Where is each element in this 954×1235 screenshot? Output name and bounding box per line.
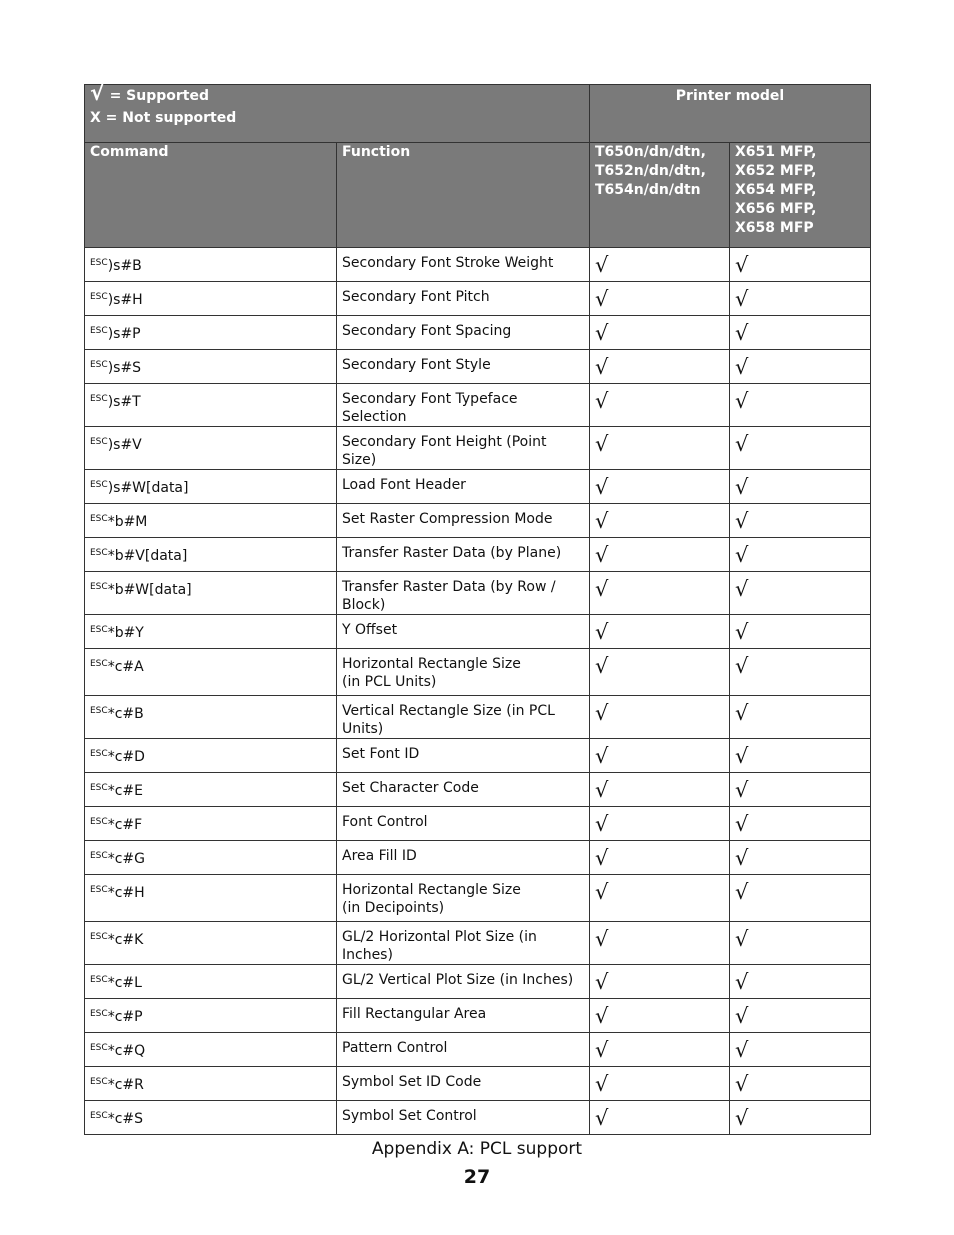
- table-row: [85, 922, 871, 965]
- check-icon: √: [735, 701, 749, 725]
- check-icon: √: [735, 355, 749, 379]
- function-cell: [337, 572, 590, 615]
- legend-cell: [85, 81, 590, 143]
- function-cell: [337, 350, 590, 384]
- function-cell: [337, 538, 590, 572]
- table-row: [85, 965, 871, 999]
- model-a-support-cell: [590, 999, 730, 1033]
- model-a-support-cell: [590, 696, 730, 739]
- function-cell: [337, 282, 590, 316]
- function-text: GL/2 Vertical Plot Size (in Inches): [342, 972, 574, 988]
- table-row: [85, 696, 871, 739]
- command-cell: [85, 773, 337, 807]
- model-a-support-cell: [590, 538, 730, 572]
- check-icon: √: [735, 846, 749, 870]
- command-cell: [85, 248, 337, 282]
- check-icon: √: [595, 812, 609, 836]
- table-row: [85, 470, 871, 504]
- check-icon: √: [735, 927, 749, 951]
- command-text: )s#T: [107, 394, 141, 410]
- command-text: *c#E: [107, 783, 143, 799]
- function-text: Secondary Font Typeface Selection: [342, 391, 518, 425]
- model-a-support-cell: [590, 572, 730, 615]
- column-header-row: [85, 143, 871, 248]
- function-text: (in PCL Units): [342, 674, 437, 690]
- model-a-support-cell: [590, 807, 730, 841]
- check-icon: √: [595, 880, 609, 904]
- check-icon: √: [735, 1072, 749, 1096]
- model-b-support-cell: [730, 572, 871, 615]
- escape-prefix: ESC: [90, 783, 108, 793]
- command-cell: [85, 807, 337, 841]
- check-icon: √: [595, 389, 609, 413]
- model-b-support-cell: [730, 384, 871, 427]
- command-cell: [85, 572, 337, 615]
- function-text: Transfer Raster Data (by Row / Block): [342, 579, 556, 613]
- function-text: Set Font ID: [342, 746, 420, 762]
- table-row: [85, 572, 871, 615]
- escape-prefix: ESC: [90, 625, 108, 635]
- function-cell: [337, 248, 590, 282]
- check-icon: √: [595, 1106, 609, 1130]
- command-cell: [85, 649, 337, 696]
- check-icon: √: [595, 701, 609, 725]
- check-icon: √: [735, 253, 749, 277]
- escape-prefix: ESC: [90, 292, 108, 302]
- check-icon: √: [735, 1038, 749, 1062]
- function-cell: [337, 807, 590, 841]
- function-cell: [337, 615, 590, 649]
- escape-prefix: ESC: [90, 659, 108, 669]
- table-row: [85, 615, 871, 649]
- check-icon: √: [735, 654, 749, 678]
- function-cell: [337, 999, 590, 1033]
- command-text: )s#V: [107, 437, 142, 453]
- model-a-support-cell: [590, 875, 730, 922]
- function-text: Vertical Rectangle Size (in PCL Units): [342, 703, 555, 737]
- check-icon: √: [735, 812, 749, 836]
- command-cell: [85, 470, 337, 504]
- function-column-header: Function: [337, 143, 590, 248]
- function-cell: [337, 384, 590, 427]
- check-icon: √: [735, 321, 749, 345]
- check-icon: √: [595, 744, 609, 768]
- command-text: )s#S: [107, 360, 142, 376]
- table-row: [85, 739, 871, 773]
- escape-prefix: ESC: [90, 975, 108, 985]
- legend-not-supported-label: X = Not supported: [90, 110, 237, 126]
- check-icon: √: [595, 287, 609, 311]
- check-icon: √: [595, 355, 609, 379]
- model-b-support-cell: [730, 1101, 871, 1135]
- check-icon: √: [595, 1038, 609, 1062]
- check-icon: √: [595, 1004, 609, 1028]
- command-text: *c#R: [107, 1077, 144, 1093]
- escape-prefix: ESC: [90, 514, 108, 524]
- function-text: Secondary Font Pitch: [342, 289, 490, 305]
- table-row: [85, 316, 871, 350]
- function-text: Set Raster Compression Mode: [342, 511, 553, 527]
- check-icon: √: [735, 475, 749, 499]
- function-text: Secondary Font Spacing: [342, 323, 512, 339]
- escape-prefix: ESC: [90, 1009, 108, 1019]
- table-row: [85, 773, 871, 807]
- model-a-support-cell: [590, 248, 730, 282]
- model-b-support-cell: [730, 875, 871, 922]
- command-text: *b#W[data]: [107, 582, 192, 598]
- command-text: )s#B: [107, 258, 142, 274]
- function-cell: [337, 504, 590, 538]
- check-icon: √: [595, 577, 609, 601]
- command-text: *c#F: [107, 817, 143, 833]
- command-text: *c#K: [107, 932, 144, 948]
- function-cell: [337, 841, 590, 875]
- check-icon: √: [595, 970, 609, 994]
- model-b-support-cell: [730, 1033, 871, 1067]
- command-cell: [85, 350, 337, 384]
- table-row: [85, 649, 871, 696]
- check-icon: √: [595, 654, 609, 678]
- page-number: 27: [463, 1166, 491, 1188]
- model-a-support-cell: [590, 773, 730, 807]
- function-text: Symbol Set ID Code: [342, 1074, 482, 1090]
- function-cell: [337, 965, 590, 999]
- model-b-support-cell: [730, 999, 871, 1033]
- command-text: *b#Y: [107, 625, 144, 641]
- command-cell: [85, 282, 337, 316]
- model-b-support-cell: [730, 696, 871, 739]
- function-text: GL/2 Horizontal Plot Size (in Inches): [342, 929, 537, 963]
- model-a-support-cell: [590, 965, 730, 999]
- function-text: Transfer Raster Data (by Plane): [342, 545, 562, 561]
- table-row: [85, 807, 871, 841]
- function-text: Secondary Font Style: [342, 357, 491, 373]
- function-text: (in Decipoints): [342, 900, 445, 916]
- escape-prefix: ESC: [90, 326, 108, 336]
- check-icon: √: [735, 744, 749, 768]
- command-cell: [85, 384, 337, 427]
- check-icon: √: [735, 1106, 749, 1130]
- command-cell: [85, 922, 337, 965]
- table-row: [85, 427, 871, 470]
- command-column-header: Command: [85, 143, 337, 248]
- function-text: Horizontal Rectangle Size: [342, 882, 521, 898]
- model-b-support-cell: [730, 739, 871, 773]
- table-row: [85, 282, 871, 316]
- function-cell: [337, 1101, 590, 1135]
- command-text: *c#A: [107, 659, 144, 675]
- check-icon: √: [735, 432, 749, 456]
- command-text: *b#M: [107, 514, 148, 530]
- model-b-support-cell: [730, 350, 871, 384]
- function-text: Font Control: [342, 814, 428, 830]
- check-icon: √: [595, 432, 609, 456]
- footer-title: Appendix A: PCL support: [371, 1139, 583, 1159]
- legend-row: [85, 85, 871, 143]
- model-a-support-cell: [590, 350, 730, 384]
- pcl-command-table: [84, 81, 871, 1135]
- table-body: [85, 248, 871, 1135]
- model-a-support-cell: [590, 1101, 730, 1135]
- function-text: Y Offset: [342, 622, 398, 638]
- command-cell: [85, 427, 337, 470]
- check-icon: √: [595, 846, 609, 870]
- command-text: *c#L: [107, 975, 142, 991]
- check-icon: √: [735, 620, 749, 644]
- command-cell: [85, 316, 337, 350]
- check-icon: √: [595, 475, 609, 499]
- model-b-column-header: X651 MFP, X652 MFP, X654 MFP, X656 MFP, X658 MFP: [730, 143, 871, 248]
- model-b-support-cell: [730, 316, 871, 350]
- escape-prefix: ESC: [90, 258, 108, 268]
- model-b-support-cell: [730, 807, 871, 841]
- escape-prefix: ESC: [90, 360, 108, 370]
- command-cell: [85, 965, 337, 999]
- check-icon: √: [735, 778, 749, 802]
- function-cell: [337, 773, 590, 807]
- check-icon: √: [735, 1004, 749, 1028]
- table-row: [85, 1067, 871, 1101]
- command-cell: [85, 538, 337, 572]
- model-b-support-cell: [730, 922, 871, 965]
- model-b-support-cell: [730, 965, 871, 999]
- model-a-support-cell: [590, 649, 730, 696]
- model-a-support-cell: [590, 1033, 730, 1067]
- command-text: )s#W[data]: [107, 480, 189, 496]
- model-a-support-cell: [590, 504, 730, 538]
- check-icon: √: [595, 778, 609, 802]
- legend-supported-label: = Supported: [109, 88, 209, 104]
- function-text: Horizontal Rectangle Size: [342, 656, 521, 672]
- check-icon: √: [735, 880, 749, 904]
- command-text: *c#P: [107, 1009, 143, 1025]
- command-cell: [85, 615, 337, 649]
- function-cell: [337, 649, 590, 696]
- table-row: [85, 1033, 871, 1067]
- function-cell: [337, 470, 590, 504]
- check-icon: √: [735, 509, 749, 533]
- escape-prefix: ESC: [90, 851, 108, 861]
- command-cell: [85, 696, 337, 739]
- model-a-support-cell: [590, 1067, 730, 1101]
- model-a-support-cell: [590, 841, 730, 875]
- function-text: Set Character Code: [342, 780, 479, 796]
- escape-prefix: ESC: [90, 1043, 108, 1053]
- escape-prefix: ESC: [90, 1077, 108, 1087]
- command-cell: [85, 841, 337, 875]
- command-cell: [85, 875, 337, 922]
- table-row: [85, 384, 871, 427]
- function-text: Area Fill ID: [342, 848, 417, 864]
- model-a-support-cell: [590, 427, 730, 470]
- function-text: Pattern Control: [342, 1040, 448, 1056]
- function-text: Symbol Set Control: [342, 1108, 477, 1124]
- model-a-support-cell: [590, 922, 730, 965]
- model-b-support-cell: [730, 427, 871, 470]
- command-text: )s#H: [107, 292, 143, 308]
- table-row: [85, 248, 871, 282]
- command-cell: [85, 739, 337, 773]
- command-text: *c#G: [107, 851, 145, 867]
- model-b-support-cell: [730, 470, 871, 504]
- table-row: [85, 999, 871, 1033]
- function-cell: [337, 922, 590, 965]
- table-row: [85, 1101, 871, 1135]
- model-b-support-cell: [730, 841, 871, 875]
- check-icon: √: [735, 543, 749, 567]
- escape-prefix: ESC: [90, 394, 108, 404]
- command-cell: [85, 1101, 337, 1135]
- escape-prefix: ESC: [90, 932, 108, 942]
- command-text: *c#B: [107, 706, 144, 722]
- escape-prefix: ESC: [90, 548, 108, 558]
- command-text: *c#H: [107, 885, 145, 901]
- model-a-column-header: T650n/dn/dtn, T652n/dn/dtn, T654n/dn/dtn: [590, 143, 730, 248]
- escape-prefix: ESC: [90, 706, 108, 716]
- escape-prefix: ESC: [90, 817, 108, 827]
- check-icon: √: [595, 1072, 609, 1096]
- check-icon: √: [90, 81, 105, 106]
- check-icon: √: [595, 253, 609, 277]
- model-b-support-cell: [730, 649, 871, 696]
- table-row: [85, 350, 871, 384]
- check-icon: √: [595, 620, 609, 644]
- check-icon: √: [735, 287, 749, 311]
- function-cell: [337, 1067, 590, 1101]
- check-icon: √: [735, 389, 749, 413]
- check-icon: √: [595, 927, 609, 951]
- check-icon: √: [595, 543, 609, 567]
- model-b-support-cell: [730, 615, 871, 649]
- function-text: Secondary Font Height (Point Size): [342, 434, 547, 468]
- function-cell: [337, 696, 590, 739]
- model-a-support-cell: [590, 384, 730, 427]
- function-cell: [337, 427, 590, 470]
- function-cell: [337, 739, 590, 773]
- command-text: )s#P: [107, 326, 141, 342]
- table-row: [85, 538, 871, 572]
- table-row: [85, 875, 871, 922]
- printer-model-header: Printer model: [590, 85, 871, 143]
- check-icon: √: [735, 970, 749, 994]
- check-icon: √: [595, 321, 609, 345]
- model-a-support-cell: [590, 739, 730, 773]
- command-cell: [85, 1033, 337, 1067]
- table-row: [85, 841, 871, 875]
- model-a-support-cell: [590, 282, 730, 316]
- model-a-support-cell: [590, 470, 730, 504]
- model-b-support-cell: [730, 282, 871, 316]
- check-icon: √: [735, 577, 749, 601]
- model-a-support-cell: [590, 615, 730, 649]
- model-b-support-cell: [730, 773, 871, 807]
- escape-prefix: ESC: [90, 480, 108, 490]
- command-text: *b#V[data]: [107, 548, 188, 564]
- function-cell: [337, 875, 590, 922]
- function-cell: [337, 1033, 590, 1067]
- check-icon: √: [595, 509, 609, 533]
- model-b-support-cell: [730, 538, 871, 572]
- escape-prefix: ESC: [90, 437, 108, 447]
- function-text: Secondary Font Stroke Weight: [342, 255, 554, 271]
- command-cell: [85, 999, 337, 1033]
- function-text: Load Font Header: [342, 477, 466, 493]
- command-text: *c#Q: [107, 1043, 146, 1059]
- escape-prefix: ESC: [90, 885, 108, 895]
- model-b-support-cell: [730, 248, 871, 282]
- command-cell: [85, 504, 337, 538]
- function-text: Fill Rectangular Area: [342, 1006, 487, 1022]
- function-cell: [337, 316, 590, 350]
- model-b-support-cell: [730, 1067, 871, 1101]
- escape-prefix: ESC: [90, 1111, 108, 1121]
- escape-prefix: ESC: [90, 749, 108, 759]
- command-text: *c#D: [107, 749, 145, 765]
- command-cell: [85, 1067, 337, 1101]
- command-text: *c#S: [107, 1111, 144, 1127]
- model-a-support-cell: [590, 316, 730, 350]
- model-b-support-cell: [730, 504, 871, 538]
- escape-prefix: ESC: [90, 582, 108, 592]
- table-row: [85, 504, 871, 538]
